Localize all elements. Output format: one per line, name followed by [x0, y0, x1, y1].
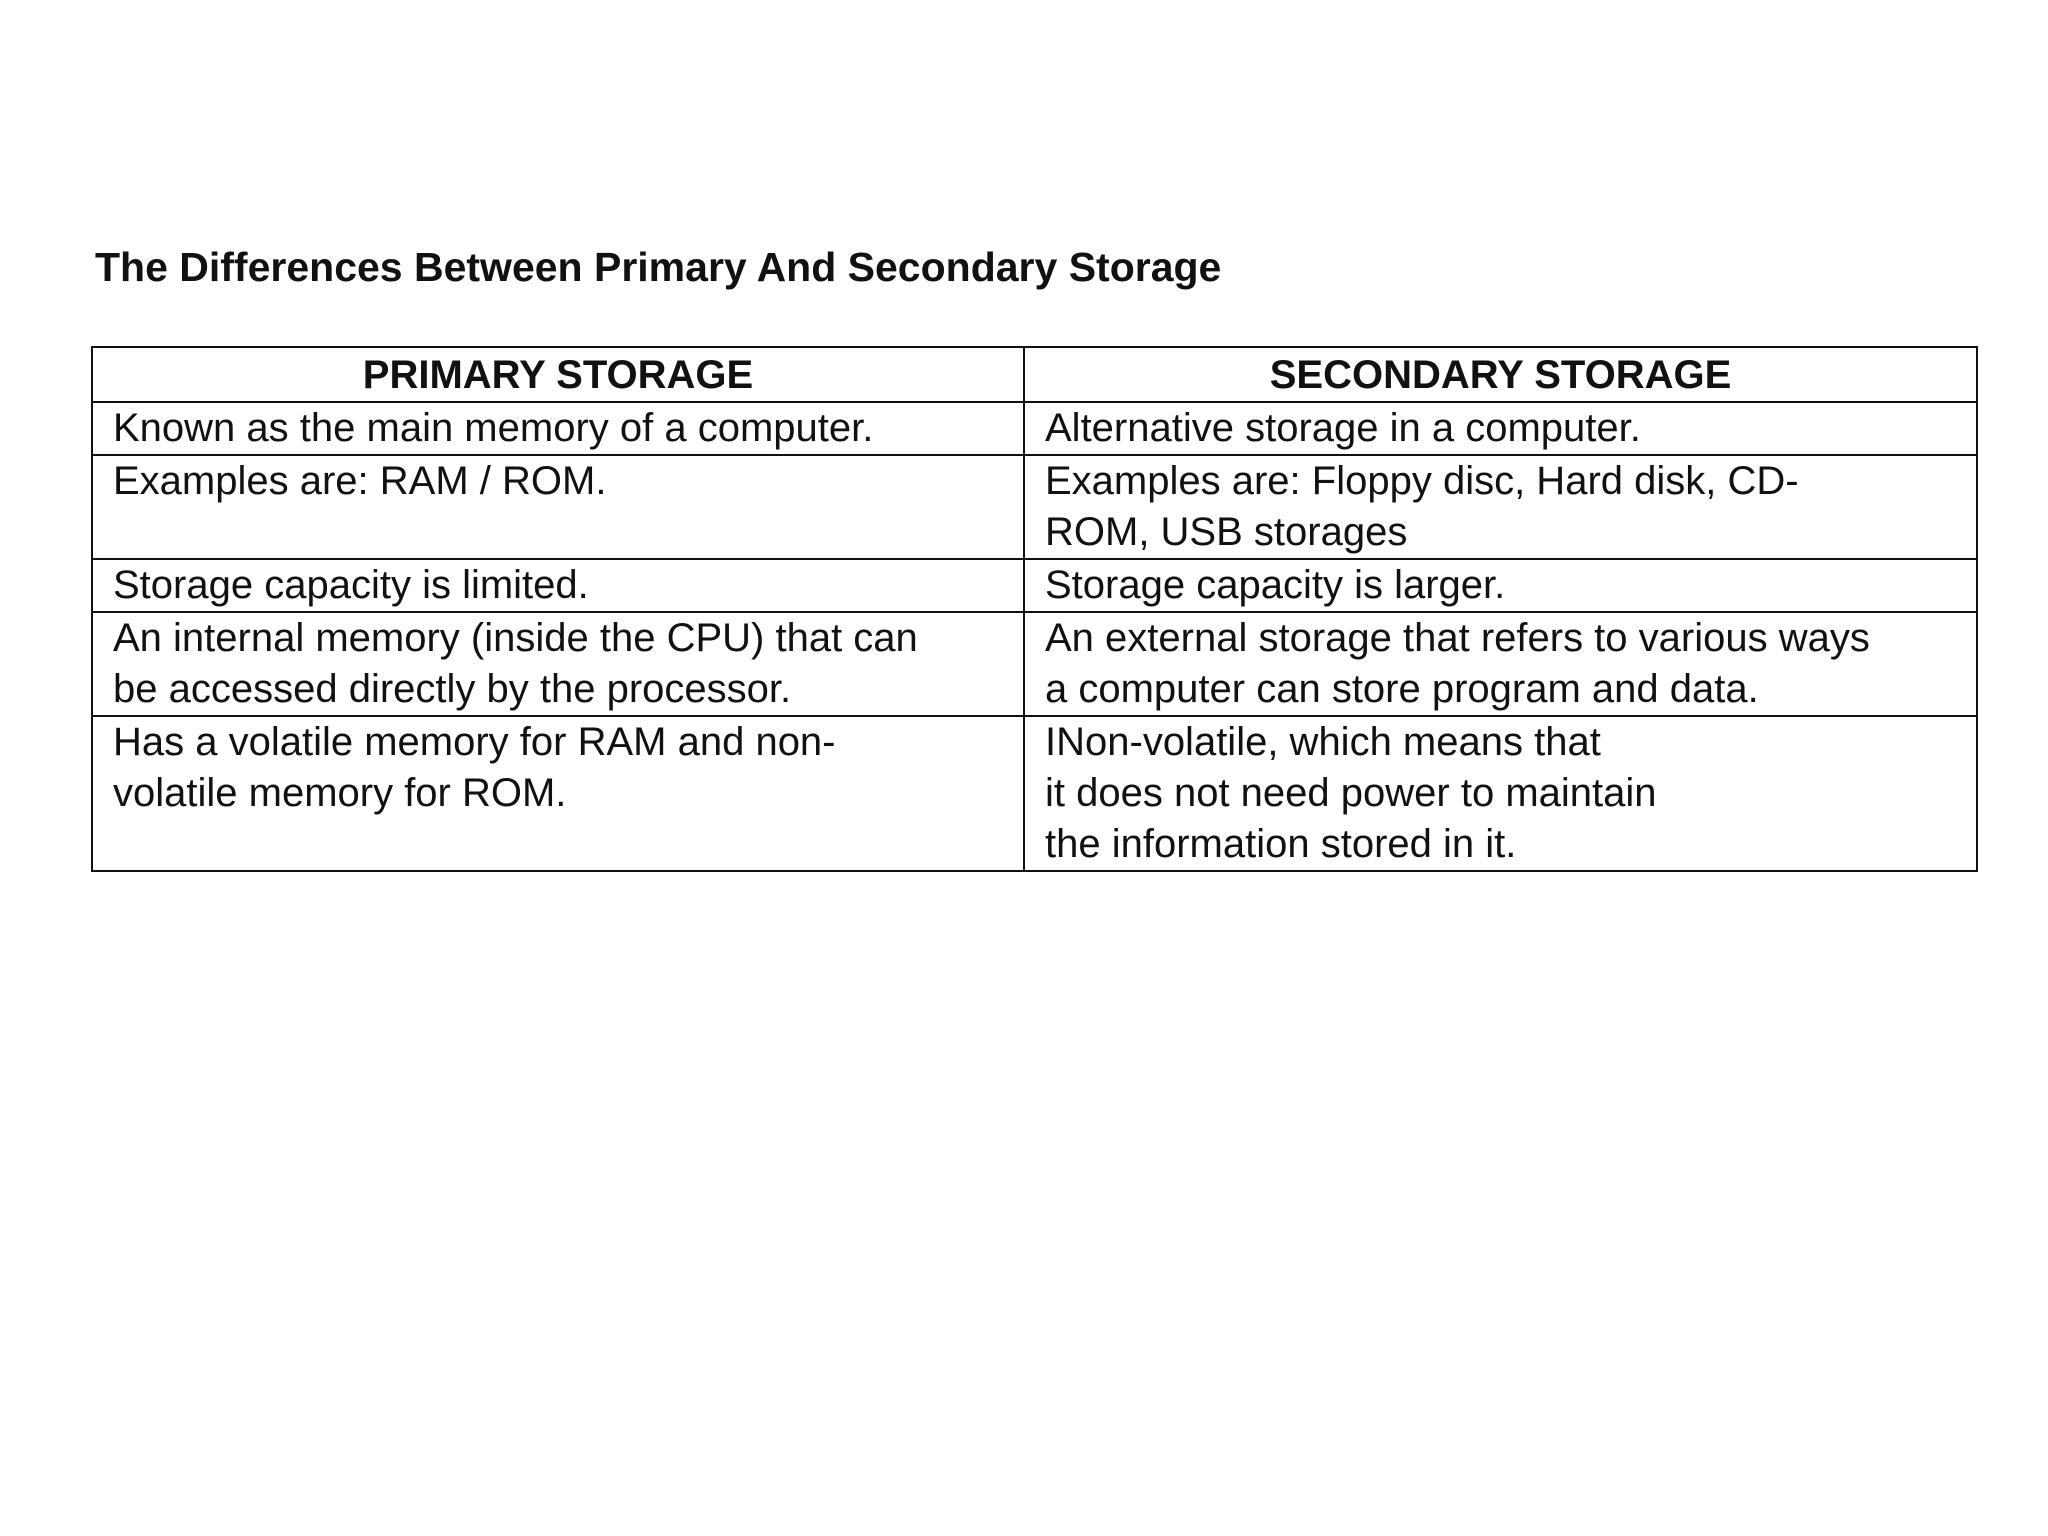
- cell-text: Alternative storage in a computer.: [1045, 406, 1641, 450]
- page-title: The Differences Between Primary And Secondary Storage: [95, 244, 1222, 290]
- header-secondary-storage: SECONDARY STORAGE: [1024, 347, 1977, 402]
- cell-text: Has a volatile memory for RAM and non- volatile memory for ROM.: [113, 720, 836, 815]
- cell-text: An external storage that refers to various ways a computer can store program and data.: [1045, 616, 1870, 711]
- table-row: [92, 716, 1977, 871]
- table-cell-primary: [92, 402, 1024, 455]
- table-cell-secondary: [1024, 455, 1977, 559]
- table-row: [92, 455, 1977, 559]
- cell-text: An internal memory (inside the CPU) that can be accessed directly by the processor.: [113, 616, 918, 711]
- table-cell-secondary: [1024, 716, 1977, 871]
- cell-text: Storage capacity is larger.: [1045, 563, 1506, 607]
- table-cell-primary: [92, 455, 1024, 559]
- table-cell-secondary: [1024, 612, 1977, 716]
- table-header-row: [92, 347, 1977, 402]
- table-cell-secondary: [1024, 559, 1977, 612]
- table-cell-primary: [92, 612, 1024, 716]
- cell-text: Known as the main memory of a computer.: [113, 406, 874, 450]
- table-cell-primary: [92, 559, 1024, 612]
- table-cell-secondary: [1024, 402, 1977, 455]
- cell-text: Examples are: RAM / ROM.: [113, 459, 607, 503]
- table-cell-primary: [92, 716, 1024, 871]
- table-row: [92, 612, 1977, 716]
- cell-text: Examples are: Floppy disc, Hard disk, CD- ROM, USB storages: [1045, 459, 1799, 554]
- header-primary-storage: PRIMARY STORAGE: [92, 347, 1024, 402]
- comparison-table: [91, 346, 1978, 872]
- cell-text: INon-volatile, which means that it does not need power to maintain the information stored in it.: [1045, 720, 1657, 866]
- cell-text: Storage capacity is limited.: [113, 563, 589, 607]
- table-row: [92, 402, 1977, 455]
- table-row: [92, 559, 1977, 612]
